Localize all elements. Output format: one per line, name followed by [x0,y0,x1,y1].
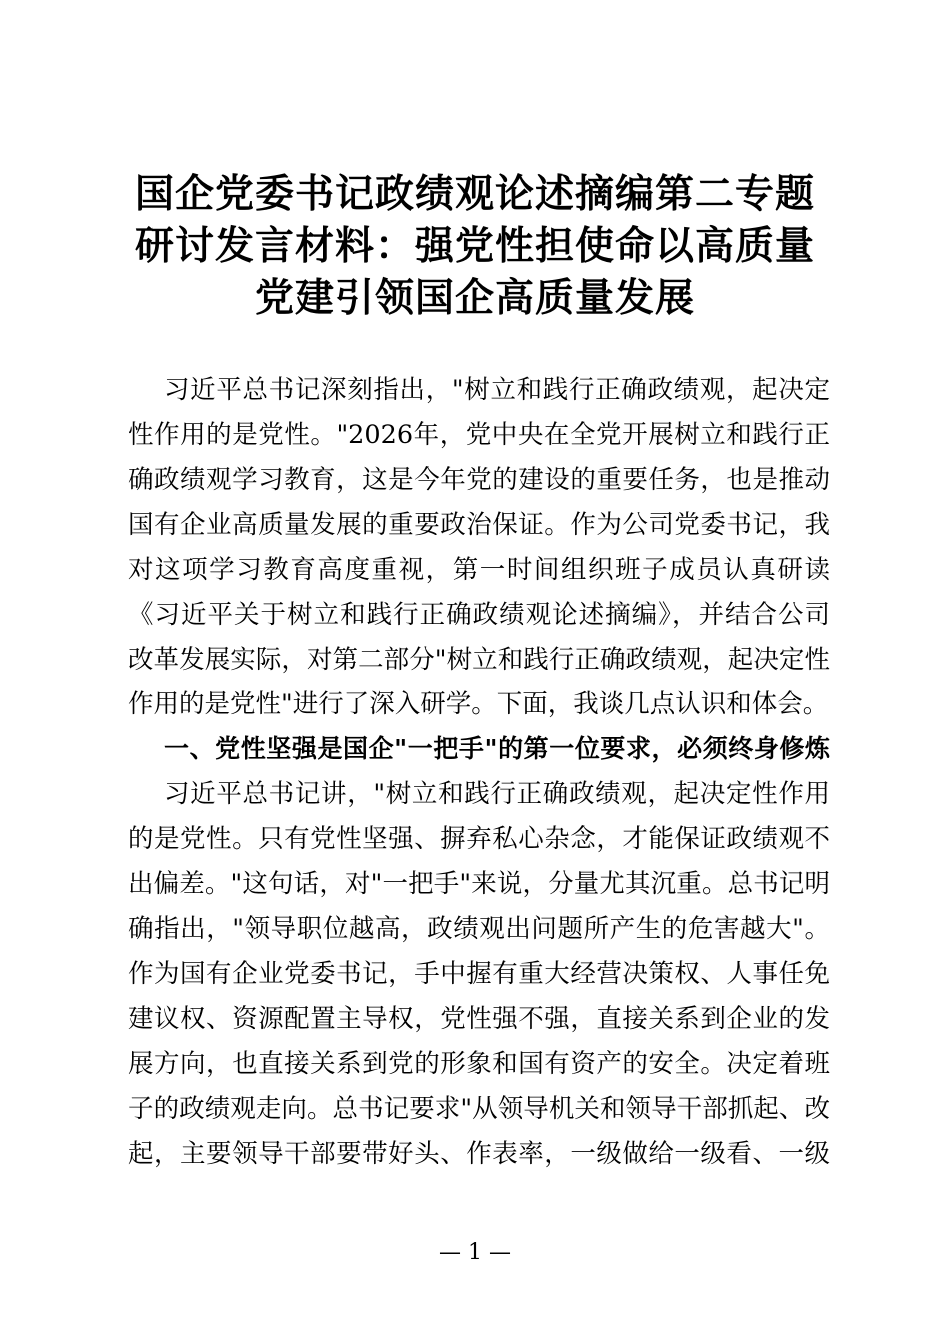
section-paragraph-line: 子的政绩观走向。总书记要求"从领导机关和领导干部抓起、改 [128,1094,830,1124]
document-title-line-2: 研讨发言材料：强党性担使命以高质量 [134,224,815,269]
document-title-line-3: 党建引领国企高质量发展 [254,276,695,321]
section-heading-1: 一、党性坚强是国企"一把手"的第一位要求，必须终身修炼 [164,734,830,763]
section-paragraph-line: 的是党性。只有党性坚强、摒弃私心杂念，才能保证政绩观不 [128,824,830,854]
intro-paragraph-line: 性作用的是党性。"2026年，党中央在全党开展树立和践行正 [128,420,830,450]
section-paragraph-line: 习近平总书记讲，"树立和践行正确政绩观，起决定性作用 [164,779,830,809]
intro-paragraph-line: 对这项学习教育高度重视，第一时间组织班子成员认真研读 [128,555,830,585]
intro-paragraph-line: 改革发展实际，对第二部分"树立和践行正确政绩观，起决定性 [128,645,830,675]
intro-paragraph-line: 国有企业高质量发展的重要政治保证。作为公司党委书记，我 [128,510,830,540]
intro-paragraph-line: 确政绩观学习教育，这是今年党的建设的重要任务，也是推动 [128,465,830,495]
intro-paragraph-line: 《习近平关于树立和践行正确政绩观论述摘编》，并结合公司 [128,600,830,630]
section-paragraph-line: 建议权、资源配置主导权，党性强不强，直接关系到企业的发 [128,1004,830,1034]
document-title-line-1: 国企党委书记政绩观论述摘编第二专题 [134,172,815,217]
page-number: — 1 — [439,1240,511,1265]
section-paragraph-line: 出偏差。"这句话，对"一把手"来说，分量尤其沉重。总书记明 [128,869,830,899]
section-paragraph-line: 展方向，也直接关系到党的形象和国有资产的安全。决定着班 [128,1049,830,1079]
section-paragraph-line: 起，主要领导干部要带好头、作表率，一级做给一级看、一级 [128,1139,830,1169]
intro-paragraph-line: 习近平总书记深刻指出，"树立和践行正确政绩观，起决定 [164,375,830,405]
section-paragraph-line: 确指出，"领导职位越高，政绩观出问题所产生的危害越大"。 [128,914,830,944]
section-paragraph-line: 作为国有企业党委书记，手中握有重大经营决策权、人事任免 [128,959,830,989]
intro-paragraph-line: 作用的是党性"进行了深入研学。下面，我谈几点认识和体会。 [128,689,829,719]
